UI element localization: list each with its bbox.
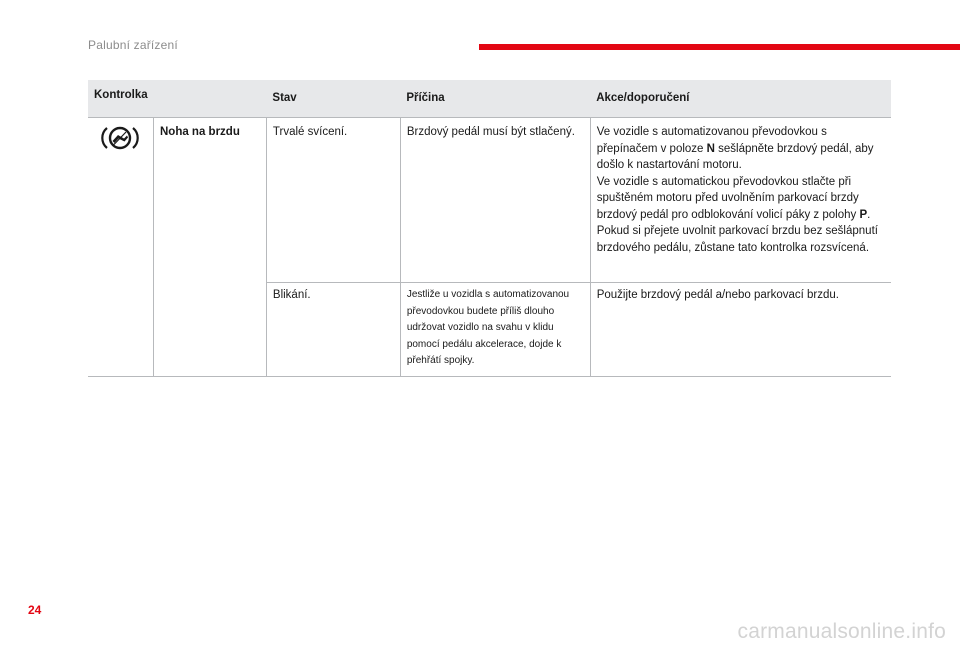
state-cell: Blikání.: [266, 283, 400, 377]
header-akce: Akce/doporučení: [590, 80, 891, 118]
watermark: carmanualsonline.info: [737, 620, 946, 643]
page-number: 24: [28, 603, 42, 617]
gear-position-label: P: [859, 208, 868, 221]
cause-cell: Jestliže u vozidla s automatizovanou převodovkou budete příliš dlouho udržovat vozidlo na svahu v klidu pomocí pedálu akcelerace, dojde k přehřátí spojky.: [400, 283, 590, 377]
table-row: [88, 118, 891, 283]
action-text: Ve vozidle s automatizovanou převodovkou s přepínačem v poloze: [596, 126, 827, 155]
action-paragraph: Pokud si přejete uvolnit parkovací brzdu bez sešlápnutí brzdového pedálu, zůstane tato kontrolka rozsvícená.: [596, 225, 878, 254]
header-kontrolka: Kontrolka: [88, 80, 266, 118]
action-text: Ve vozidle s automatickou převodovkou stlačte při spuštěném motoru před uvolněním parkovací brzdy brzdový pedál pro odblokování volicí páky z polohy: [596, 175, 860, 221]
state-cell: Trvalé svícení.: [266, 118, 400, 283]
section-title: Palubní zařízení: [88, 38, 178, 52]
action-paragraph: [597, 174, 885, 224]
action-paragraph: [597, 124, 885, 174]
action-text: .: [867, 208, 871, 221]
header-stav: Stav: [266, 80, 400, 118]
brake-foot-warning-icon: [100, 124, 140, 152]
action-cell: [590, 118, 891, 283]
header-accent-bar: [479, 44, 960, 50]
indicator-icon-cell: [88, 118, 153, 377]
table-header-row: [88, 80, 891, 118]
header-pricina: Příčina: [400, 80, 590, 118]
cause-cell: Brzdový pedál musí být stlačený.: [400, 118, 590, 283]
indicator-name: Noha na brzdu: [159, 126, 240, 138]
gear-position-label: N: [706, 142, 715, 155]
action-text: sešlápněte brzdový pedál, aby došlo k nastartování motoru.: [596, 142, 874, 171]
indicator-table: [88, 80, 891, 377]
action-cell: Použijte brzdový pedál a/nebo parkovací brzdu.: [590, 283, 891, 377]
